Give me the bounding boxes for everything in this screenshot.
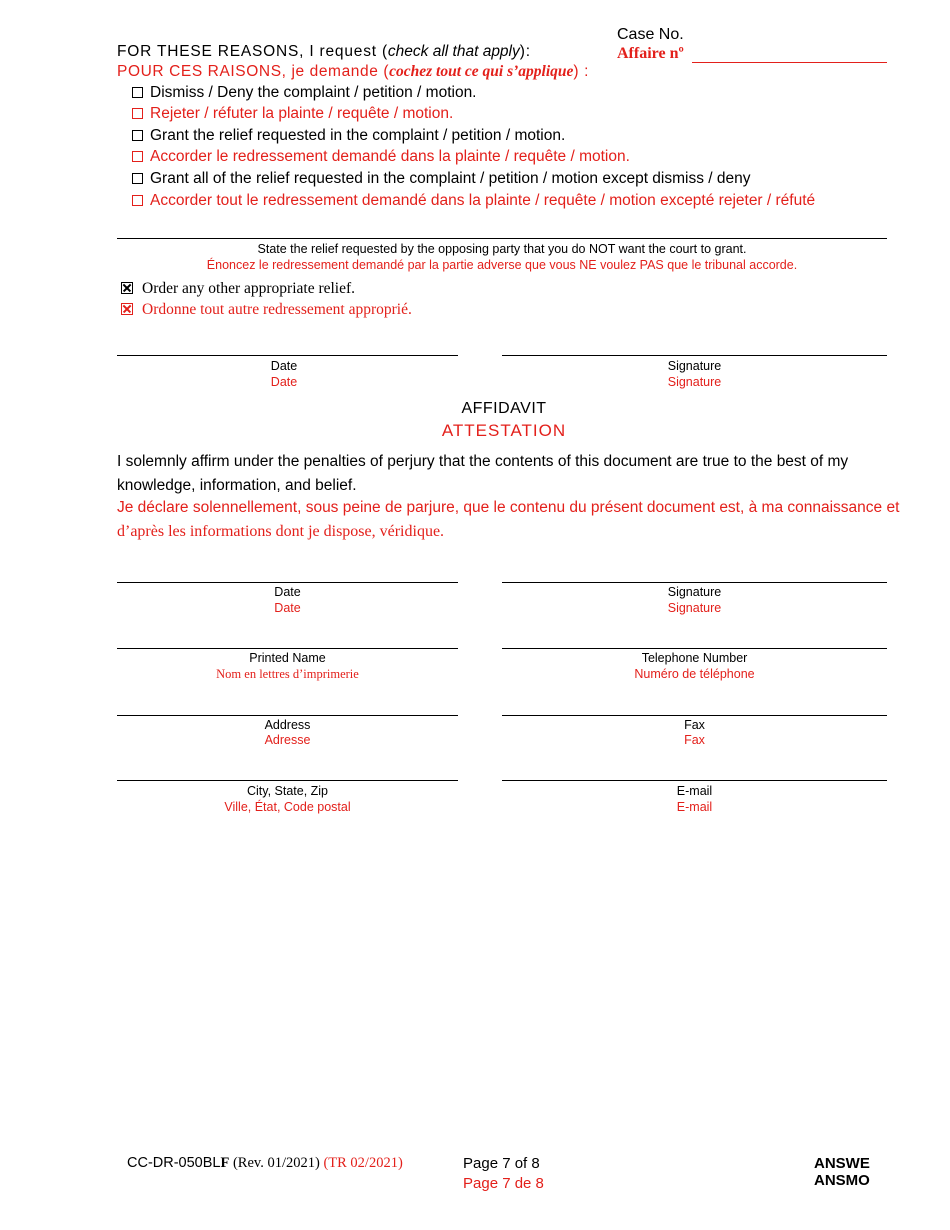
option-grant-all-except-fr[interactable]: Accorder tout le redressement demandé dans la plainte / requête / motion excepté rejeter / réfuté [132,192,815,210]
page-number-en: Page 7 of 8 [463,1155,540,1172]
checkbox[interactable] [132,195,143,206]
signature-label-2-fr: Signature [667,601,722,615]
option-grant[interactable]: Grant the relief requested in the complaint / petition / motion. [132,127,565,145]
page-number-fr: Page 7 de 8 [463,1175,544,1192]
date-label-2-fr: Date [274,601,301,615]
printed-name-line[interactable] [117,648,458,649]
signature-line-2[interactable] [502,582,887,583]
city-state-zip-label: City, State, Zip [246,784,329,798]
date-label-2: Date [274,585,301,599]
relief-note-fr: Énoncez le redressement demandé par la partie adverse que vous NE voulez PAS que le tribunal accorde. [206,258,798,272]
date-line-1[interactable] [117,355,458,356]
affaire-no-label: Affaire nº [617,45,684,62]
checked-checkbox[interactable] [121,282,133,294]
address-line[interactable] [117,715,458,716]
checkbox[interactable] [132,87,143,98]
case-no-input-line[interactable] [692,62,887,63]
date-label-1: Date [270,359,298,373]
reasons-heading-en: FOR THESE REASONS, I request (check all that apply): [117,43,531,60]
case-no-label: Case No. [617,26,684,43]
printed-name-label-fr: Nom en lettres d’imprimerie [216,667,359,681]
reasons-heading-fr: POUR CES RAISONS, je demande (cochez tout ce qui s’applique) : [117,63,589,80]
option-grant-fr[interactable]: Accorder le redressement demandé dans la plainte / requête / motion. [132,148,630,166]
address-label: Address [264,718,311,732]
city-state-zip-label-fr: Ville, État, Code postal [224,800,351,814]
address-label-fr: Adresse [264,733,311,747]
signature-line-1[interactable] [502,355,887,356]
telephone-line[interactable] [502,648,887,649]
checkbox[interactable] [132,173,143,184]
email-label-fr: E-mail [676,800,713,814]
form-id: CC-DR-050BLF (Rev. 01/2021) (TR 02/2021) [127,1155,403,1171]
email-label: E-mail [676,784,713,798]
form-code-fr: ANSMO [814,1172,870,1189]
checkbox[interactable] [132,108,143,119]
attestation-title: ATTESTATION [441,421,567,440]
affidavit-body-fr-2: d’après les informations dont je dispose, véridique. [117,523,445,540]
fax-line[interactable] [502,715,887,716]
affidavit-body-fr-1: Je déclare solennellement, sous peine de parjure, que le contenu du présent document est, à ma connaissance et [117,499,900,516]
other-relief-fr[interactable]: Ordonne tout autre redressement approprié. [121,301,412,319]
checkbox[interactable] [132,130,143,141]
date-label-1-fr: Date [270,375,298,389]
checked-checkbox[interactable] [121,303,133,315]
signature-label-1: Signature [667,359,722,373]
date-line-2[interactable] [117,582,458,583]
affidavit-body-en: I solemnly affirm under the penalties of perjury that the contents of this document are true to the best of my knowledge, information, and belief. [117,453,849,494]
city-state-zip-line[interactable] [117,780,458,781]
email-line[interactable] [502,780,887,781]
printed-name-label: Printed Name [249,651,326,665]
telephone-label-fr: Numéro de téléphone [634,667,755,681]
relief-input-line[interactable] [117,238,887,239]
fax-label: Fax [684,718,705,732]
relief-note-en: State the relief requested by the opposing party that you do NOT want the court to grant. [257,242,747,256]
telephone-label: Telephone Number [641,651,748,665]
other-relief-en[interactable]: Order any other appropriate relief. [121,280,355,298]
signature-label-1-fr: Signature [667,375,722,389]
affidavit-title: AFFIDAVIT [461,400,547,417]
checkbox[interactable] [132,151,143,162]
form-code-en: ANSWE [814,1155,870,1172]
option-grant-all-except[interactable]: Grant all of the relief requested in the complaint / petition / motion except dismiss / deny [132,170,751,188]
option-dismiss[interactable]: Dismiss / Deny the complaint / petition / motion. [132,84,477,102]
option-dismiss-fr[interactable]: Rejeter / réfuter la plainte / requête / motion. [132,105,453,123]
signature-label-2: Signature [667,585,722,599]
fax-label-fr: Fax [684,733,705,747]
